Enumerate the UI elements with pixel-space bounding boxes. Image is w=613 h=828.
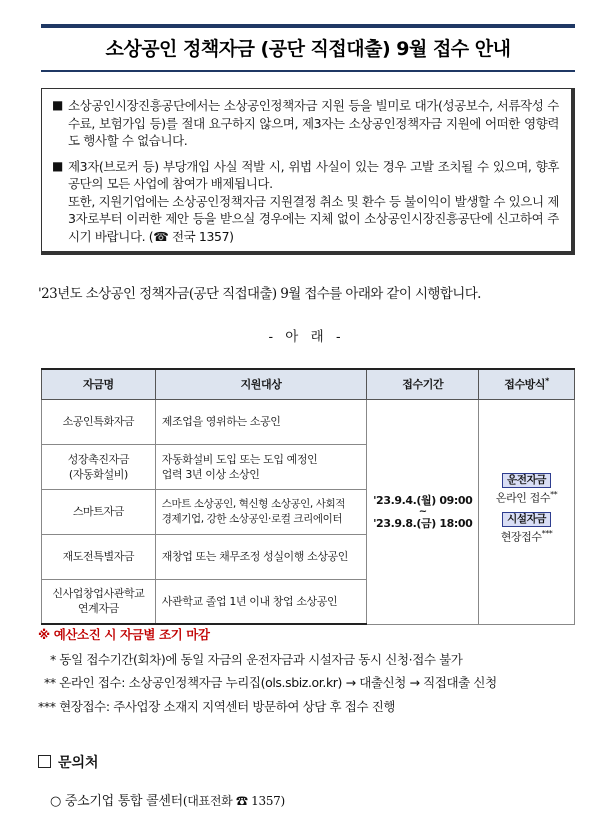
contact-heading-label: 문의처: [58, 755, 99, 771]
footnote-1: * 동일 접수기간(회차)에 동일 자금의 운전자금과 시설자금 동시 신청·접수 불가: [50, 652, 463, 667]
square-bullet-icon: ■: [52, 98, 63, 112]
notice-text-3: 또한, 지원기업에는 소상공인정책자금 지원결정 취소 및 환수 등 불이익이 발생할 수 있으니 제3자로부터 이러한 제안 등을 받으실 경우에는 지체 없이 소상공인시장진흥공단에 신고하여 주시기 바랍니다. (☎ 전국 1357): [68, 193, 559, 244]
period-cell: [367, 399, 479, 624]
header-method-mark: *: [545, 376, 549, 386]
fund-name: 재도전특별자금: [42, 534, 156, 579]
contact-line: [50, 790, 285, 809]
fund-target: 제조업을 영위하는 소공인: [155, 399, 367, 444]
notice-item: [52, 97, 559, 150]
header-target: 지원대상: [155, 369, 367, 399]
header-fund: 자금명: [42, 369, 156, 399]
method-cell: [479, 399, 575, 624]
fund-target: 스마트 소상공인, 혁신형 소상공인, 사회적 경제기업, 강한 소상공인·로컬 크리에이터: [155, 489, 367, 534]
period-tilde: ~: [418, 505, 427, 517]
footnote-3: *** 현장접수: 주사업장 소재지 지역센터 방문하여 상담 후 접수 진행: [38, 699, 396, 714]
operating-fund-badge: 운전자금: [502, 473, 551, 488]
method-onsite: 현장접수: [500, 530, 542, 544]
page-title: 소상공인 정책자금 (공단 직접대출) 9월 접수 안내: [105, 38, 511, 60]
below-label: - 아 래 -: [268, 329, 345, 345]
method-online: 온라인 접수: [495, 491, 551, 505]
title-banner: [41, 24, 575, 72]
notice-item: [52, 158, 559, 246]
header-period: 접수기간: [367, 369, 479, 399]
square-bullet-icon: ■: [52, 158, 63, 173]
fund-target: 사관학교 졸업 1년 이내 창업 소상공인: [155, 579, 367, 624]
notice-text-2: 제3자(브로커 등) 부당개입 사실 적발 시, 위법 사실이 있는 경우 고발 조치될 수 있으며, 향후 공단의 모든 사업에 참여가 배제됩니다.: [68, 158, 559, 191]
notice-box: [41, 88, 575, 255]
table-header-row: [42, 369, 575, 399]
header-method: [479, 369, 575, 399]
empty-box-icon: [38, 755, 51, 768]
period-start: '23.9.4.(월) 09:00: [373, 493, 473, 507]
fund-target: 재창업 또는 채무조정 성실이행 소상공인: [155, 534, 367, 579]
table-row: [42, 399, 575, 444]
method-onsite-mark: ***: [541, 528, 553, 538]
budget-warning: ※ 예산소진 시 자금별 조기 마감: [38, 627, 210, 642]
footnote-2: ** 온라인 접수: 소상공인정책자금 누리집(ols.sbiz.or.kr) → 대출신청 → 직접대출 신청: [44, 675, 497, 690]
facility-fund-badge: 시설자금: [502, 512, 551, 527]
fund-name: 성장촉진자금 (자동화설비): [42, 444, 156, 489]
contact-center: ○ 중소기업 통합 콜센터: [50, 794, 183, 809]
method-online-mark: **: [550, 489, 558, 499]
fund-target: 자동화설비 도입 또는 도입 예정인 업력 3년 이상 소상인: [155, 444, 367, 489]
header-method-label: 접수방식: [504, 378, 546, 392]
fund-name: 소공인특화자금: [42, 399, 156, 444]
contact-heading: [38, 752, 99, 772]
fund-table: [41, 368, 575, 625]
fund-name: 신사업창업사관학교 연계자금: [42, 579, 156, 624]
contact-phone: (대표전화 ☎ 1357): [182, 794, 285, 808]
fund-name: 스마트자금: [42, 489, 156, 534]
notice-text-1: 소상공인시장진흥공단에서는 소상공인정책자금 지원 등을 빌미로 대가(성공보수, 서류작성 수수료, 보험가입 등)를 절대 요구하지 않으며, 제3자는 소상공인정책자금 지원에 어떠한 영향력도 행사할 수 없습니다.: [68, 98, 559, 148]
intro-text: '23년도 소상공인 정책자금(공단 직접대출) 9월 접수를 아래와 같이 시행합니다.: [38, 286, 481, 302]
title-bottom-rule: [41, 70, 575, 72]
period-end: '23.9.8.(금) 18:00: [373, 516, 473, 530]
